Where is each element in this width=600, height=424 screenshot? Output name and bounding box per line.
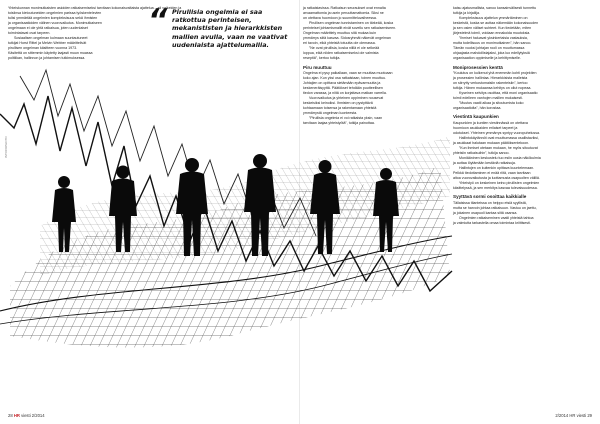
text-line: kohtaamaan toisensa ja rakentamaan yhteistä	[303, 106, 377, 111]
page-number: 29	[587, 413, 592, 418]
text-line: ”Ne ovat pirullisia, koska niillä ei ole selkeää	[309, 46, 380, 51]
text-line: Ongelmien ratkaiseminen vaatii yhteistä tahtoa	[459, 215, 534, 220]
text-line: kaisu ajatusmallista, sanoo kansainvälisesti tunnettu	[453, 6, 537, 10]
text-line: tiedon varassa, ja niitä on korjattava matkan varrella.	[303, 91, 387, 96]
text-line: ja jokainen osapuoli kantaa siitä osansa.	[453, 210, 518, 215]
text-line: ”Ihmiset haluavat yksinkertaisia vastauksia,	[459, 36, 528, 41]
text-line: mutta se harvoin johtaa ratkaisuun. Vastuu on jaettu,	[453, 205, 537, 210]
issue-label: 2/2014 HR viesti	[555, 413, 587, 418]
text-line: organisaation oppimiselle ja kehittymiselle.	[453, 56, 521, 61]
text-line: politiikan, hallinnon ja johtamisen tutkimuksessa.	[8, 56, 86, 61]
section-heading: Piru muuttuu	[303, 64, 332, 70]
text-line: yhteisiin ratkaisuihin”, tutkija sanoo.	[453, 150, 510, 155]
text-line: tutkijat Horst Rittel ja Melvin Webber määrittelivät	[8, 41, 87, 46]
text-line: ”Muutos vaatii aikaa ja sitoutumista koko	[459, 101, 524, 106]
text-line: pirullisen ongelman käsitteen vuonna 1973.	[8, 46, 78, 51]
text-line: ja ratkaistavissa. Ratkaisun seuraukset ovat ennalta	[303, 6, 386, 10]
text-line: Kaupunkien ja kuntien viestinnässä on otettava	[453, 120, 528, 125]
text-line: ”Pirullisia ongelmia ei voi ratkaista yksin, vaan	[309, 116, 383, 121]
text-line: järjestelmä toimii, voidaan ennakoida muutoksia.	[453, 31, 531, 36]
text-line: keskeistä, koska se auttaa näkemään kokonaisuuden	[453, 21, 539, 26]
quote-mark: “	[148, 3, 168, 38]
text-line: Ongelman määrittely muuttuu sitä mukaa kuin	[303, 31, 377, 36]
text-line: keskeneräisyyttä. Päätökset tehdään puutteellisen	[303, 86, 383, 91]
text-line: ja valmiutta tarkastella omaa toimintaa kriittisesti.	[453, 220, 531, 225]
text-line: Tämän vuoksi johtajan rooli on muuttumassa	[453, 46, 525, 51]
text-line: Hallintokäytännöt ovat muuttumassa osallistaviksi,	[459, 135, 539, 140]
text-line: on otettava huomioon jo suunnitteluvaiheessa.	[303, 16, 377, 21]
section-heading: Viestintä kaupunkien	[453, 114, 499, 120]
folio-left	[8, 413, 45, 418]
text-line: tulisi ymmärtää ongelmien kompleksisuus sekä ihmisten	[8, 16, 98, 21]
text-line: Ongelma ei pysy paikallaan, vaan se muuttaa muotoaan	[303, 70, 393, 75]
text-line: eri tavoin, eikä yhteistä totuutta ole olemassa.	[303, 41, 376, 46]
text-line: perinteiset johtamismallit eivät sovellu sen ratkaisemiseen.	[303, 26, 397, 31]
text-line: Vuorovaikutus ja yhteinen oppiminen nousevat	[309, 96, 384, 101]
business-people-illustration	[0, 56, 452, 356]
text-line: toimii edelleen vanhojen mallien mukaisesti.	[453, 96, 523, 101]
page-number: 28	[8, 413, 13, 418]
section-heading: Syyttävä sormi osoittaa kaikkialle	[453, 194, 527, 200]
text-line: ohjaajasta mahdollistajaksi, joka luo edellytyksiä	[453, 51, 530, 56]
text-line: ymmärrys siitä kasvaa. Sidosryhmät näkevät ongelman	[303, 36, 391, 41]
text-line: koko ajan. Kun yksi osa ratkaistaan, toinen muuttuu.	[303, 75, 387, 80]
issue-label: viesti 2/2014	[21, 413, 45, 418]
photo-credit: ISTOCKPHOTO	[4, 136, 8, 158]
text-line: ja prosessien hallintaa. Hierarkkisista malleista	[453, 75, 528, 80]
text-line: ja organisaatioiden välinen vuorovaikutus. Monimutkaiseen	[8, 21, 102, 26]
text-line: toisiinsa kietoutuneiden ongelmien parissa työskentelevien	[8, 11, 102, 16]
text-line: keskeisiksi keinoiksi. Ihmisten on pystyttävä	[303, 101, 373, 106]
text-line: Johtajien on opittava sietämään epävarmuutta ja	[303, 81, 381, 86]
text-line: ymmärrystä ongelman luonteesta.	[303, 111, 358, 116]
text-line: loppua, eikä niiden ratkaisemiseksi ole valmista	[303, 51, 379, 56]
text-line: tutkija. Hänen mukaansa kehitys on ollut nopeaa.	[453, 86, 532, 91]
text-line: Pelkkä tiedottaminen ei enää riitä, vaan tarvitaan	[453, 171, 531, 176]
text-line: odotukset. Yhteinen ymmärrys syntyy vuoropuhelussa.	[453, 130, 541, 135]
right-column	[453, 6, 593, 226]
folio-right	[555, 413, 592, 418]
text-line: tarvitaan laajaa yhteistyötä”, tutkija painottaa.	[303, 121, 375, 126]
left-intro-column	[8, 6, 182, 62]
text-line: on siirrytty verkostomaisiin rakenteisiin”, kertoo	[453, 81, 528, 86]
text-line: aitoa vuorovaikutusta ja luottamusta osapuolten välillä.	[453, 176, 540, 181]
text-line: Moniääninen keskustelu tuo esiin uusia näkökulmia	[459, 156, 541, 161]
text-line: reseptiä”, kertoo tutkija.	[303, 56, 341, 61]
text-line: toimintatavat ovat tarpeen.	[8, 31, 51, 36]
text-line: Hallintojen on kuitenkin opittava kuuntelemaan.	[459, 166, 535, 171]
text-line: ”Koulutus on kulkenut yhä enemmän kohti projektien	[453, 70, 537, 75]
text-line: Käsitettä on sittemmin käytetty laajasti muun muassa	[8, 51, 93, 56]
text-line: Sosiaalisen ongelman kulmaan suuntautuneet	[14, 36, 88, 41]
text-line: ja auttaa löytämään kestäviä ratkaisuja.	[453, 161, 516, 166]
text-line: Pirullisen ongelman tunnistaminen on tärkeää, koska	[309, 21, 394, 26]
text-line: Tällaisissa tilanteissa on helppo etsiä syyllistä,	[453, 200, 527, 205]
text-line: huomioon asukkaiden erilaiset tarpeet ja	[453, 125, 518, 130]
text-line: arvaamattomia ja usein peruuttamattomia. Siksi ne	[303, 11, 384, 16]
text-line: Kompleksisuus ajattelun ymmärtäminen on	[459, 16, 528, 21]
text-line: Yhteiskunnan monimutkaisten asioiden ratkaisemiseksi tarvitaan kokonaisvaltaista ajattelua – eli vaikeiden ja	[8, 6, 182, 10]
section-heading: Moniprosessien kenttä	[453, 64, 503, 70]
text-line: ”Kun ihmiset otetaan mukaan, he myös sitoutuvat	[459, 145, 538, 150]
text-line: organisaatiolta”, hän korostaa.	[453, 106, 502, 111]
text-line: ongelmaan ei ole yhtä ratkaisua, joten uudenlaiset	[8, 26, 88, 31]
text-line: Yhteistyö on keskeinen keino pirullisten ongelmien	[459, 181, 540, 186]
text-line: käsittelyssä, ja sen merkitys kasvaa tulevaisuudessa.	[453, 186, 538, 191]
text-line: Kyseinen selvitys osoittaa, että moni organisaatio	[459, 91, 538, 96]
magazine-logo: HR	[13, 413, 20, 418]
text-line: ja sen osien väliset suhteet. Kun tiedetään, miten	[453, 26, 532, 31]
pull-quote-text: Pirullisia ongelmia ei saa ratkottua perinteisen, mekanististen ja hierarkkisten mallien avulla, vaan ne vaativat uudenlaista ajattelumallia.	[172, 8, 288, 49]
text-line: ja asukkaat halutaan mukaan päätöksentekoon.	[453, 140, 530, 145]
text-line: tutkija ja kirjailija.	[453, 11, 480, 16]
text-line: mutta todellisuus on monimutkainen”, hän sanoo.	[453, 41, 532, 46]
